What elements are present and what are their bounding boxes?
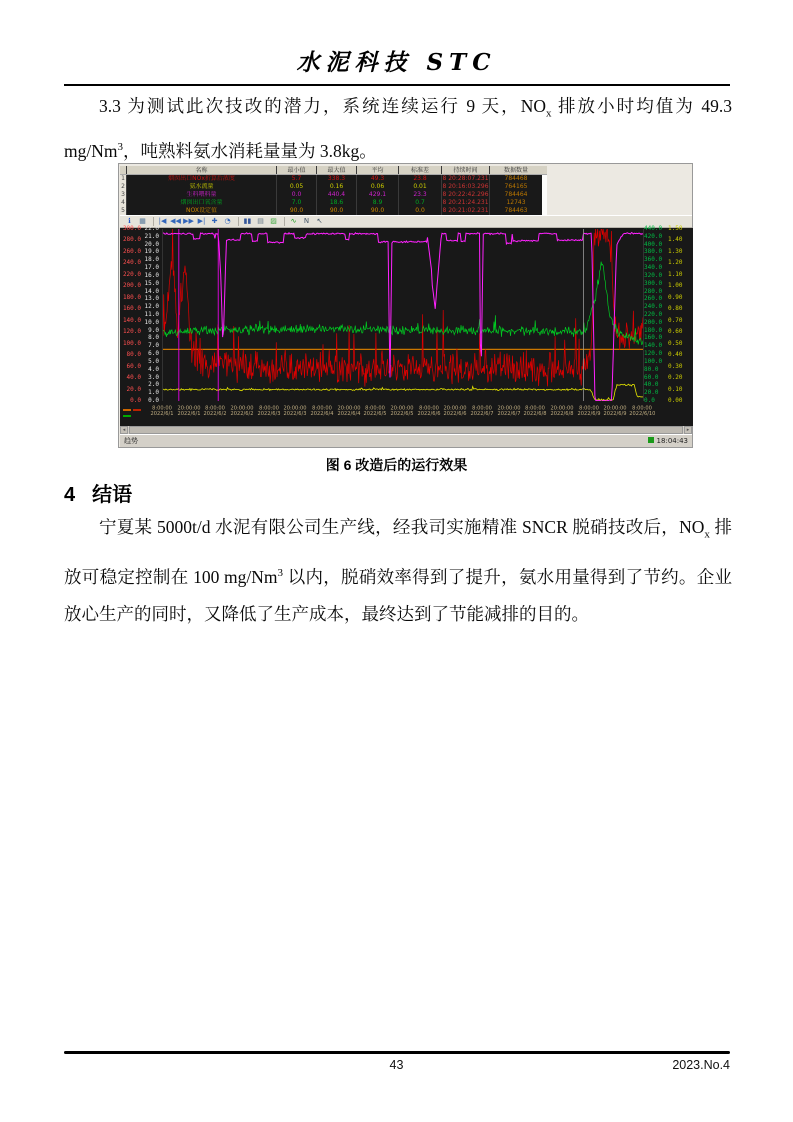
axis-tick-label: 0.30: [668, 362, 683, 370]
axis-tick-label: 80.0: [126, 351, 141, 359]
axis-tick-label: 22.0: [144, 225, 159, 232]
table-cell: 440.4: [317, 191, 357, 199]
table-header-row: [120, 166, 547, 175]
time-tick-label: 8:00:00 2022/6/9: [577, 405, 601, 417]
time-tick-label: 8:00:00 2022/6/7: [470, 405, 494, 417]
table-header-cell: 最小值: [277, 166, 317, 174]
axis-tick-label: 220.0: [644, 311, 663, 318]
table-cell: 0.16: [317, 183, 357, 191]
axis-tick-label: 340.0: [644, 264, 663, 272]
axis-tick-label: 0.50: [668, 339, 683, 347]
scrollbar-thumb[interactable]: [129, 426, 683, 434]
axis-tick-label: 300.0: [122, 225, 141, 232]
table-cell: 生料喂料量: [127, 191, 277, 199]
table-header-cell: 名称: [127, 166, 277, 174]
time-tick-label: 8:00:00 2022/6/3: [257, 405, 281, 417]
page-number: 43: [389, 1058, 404, 1072]
section-title: 结语: [92, 484, 133, 506]
axis-tick-label: 9.0: [148, 326, 159, 334]
table-cell: 8 20:16:03.296: [442, 183, 489, 190]
nox-curve: [163, 229, 643, 387]
axis-tick-label: 60.0: [126, 362, 141, 370]
trend-chart[interactable]: [120, 225, 693, 426]
axis-tick-label: 1.40: [668, 236, 683, 244]
axis-tick-label: 120.0: [122, 328, 141, 336]
step-back-icon[interactable]: ◀◀: [170, 217, 181, 225]
axis-tick-label: 0.70: [668, 316, 683, 324]
time-tick-label: 20:00:00 2022/6/6: [443, 405, 467, 417]
axis-tick-label: 0.40: [668, 351, 683, 359]
table-row[interactable]: [120, 191, 547, 199]
toolbar-separator: [284, 217, 285, 226]
axis-tick-label: 160.0: [122, 305, 141, 313]
table-cell: 7.0: [277, 199, 317, 207]
axis-tick-label: 180.0: [644, 326, 663, 334]
axis-tick-label: 280.0: [122, 236, 141, 244]
axis-tick-label: 12.0: [144, 303, 159, 311]
table-cell: 烟囱出口氧含量: [127, 199, 277, 207]
axis-tick-label: 220.0: [122, 270, 141, 278]
axis-tick-label: 400.0: [644, 240, 663, 248]
table-cell: 12743: [490, 199, 542, 207]
table-cell: 784468: [490, 175, 542, 183]
table-cell: 5: [121, 207, 125, 214]
paragraph-3-3: 3.3 为测试此次技改的潜力，系统连续运行 9 天，$NO_x$ 排放小时均值为 49.3 mg/Nm$^3$，吨熟料氨水消耗量量为 3.8kg。: [64, 96, 732, 161]
table-cell: 90.0: [317, 207, 357, 215]
snapshot-icon[interactable]: ▨: [270, 217, 277, 225]
axis-tick-label: 0.10: [668, 385, 683, 393]
table-cell: 0.7: [399, 199, 442, 207]
axis-tick-label: 21.0: [144, 232, 159, 240]
table-cell: 2: [121, 183, 125, 190]
axis-tick-label: 20.0: [126, 385, 141, 393]
pause-icon[interactable]: ▮▮: [243, 217, 252, 225]
status-time: 18:04:43: [656, 437, 688, 445]
axis-tick-label: 15.0: [144, 279, 159, 287]
table-cell: 784464: [490, 191, 542, 199]
conclusion-paragraph: 宁夏某 5000t/d 水泥有限公司生产线，经我司实施精准 SNCR 脱硝技改后，$NO_x$ 排放可稳定控制在 100 mg/Nm$^3$ 以内，脱硝效率得到了提升，氨水用量得到了节约。企业放心生产的同时，又降低了生产成本，最终达到了节能减排的目的。: [64, 517, 732, 625]
axis-tick-label: 200.0: [644, 318, 663, 326]
time-tick-label: 8:00:00 2022/6/8: [523, 405, 547, 417]
table-cell: 烟囱出口NOx折算后浓度: [127, 175, 277, 183]
axis-tick-label: 1.10: [668, 270, 683, 278]
axis-tick-label: 2.0: [148, 381, 159, 389]
axis-legend: [123, 406, 143, 418]
time-tick-label: 20:00:00 2022/6/9: [603, 405, 627, 417]
connection-status-icon: [648, 437, 654, 443]
table-header-cell: 最大值: [317, 166, 357, 174]
axis-tick-label: 140.0: [644, 342, 663, 350]
axis-tick-label: 14.0: [144, 287, 159, 295]
table-cell: 0.05: [277, 183, 317, 191]
horizontal-scrollbar[interactable]: [120, 426, 692, 434]
axis-feed-labels: [644, 225, 666, 404]
axis-tick-label: 140.0: [122, 316, 141, 324]
table-cell: 49.3: [357, 175, 399, 183]
table-cell: 338.3: [317, 175, 357, 183]
axis-tick-label: 100.0: [122, 339, 141, 347]
table-header-cell: 数据数量: [490, 166, 542, 174]
table-row[interactable]: [120, 183, 547, 191]
table-header-cell: 平均: [357, 166, 399, 174]
table-cell: 3: [121, 191, 125, 198]
table-cell: 90.0: [277, 207, 317, 215]
axis-tick-label: 0.0: [148, 397, 159, 404]
scroll-right-arrow-icon[interactable]: ▸: [684, 426, 692, 434]
section-heading: [64, 478, 132, 507]
axis-tick-label: 0.00: [668, 397, 683, 404]
section-number: 4: [64, 484, 76, 506]
axis-tick-label: 0.80: [668, 305, 683, 313]
normalize-icon[interactable]: N: [303, 217, 310, 225]
time-tick-label: 8:00:00 2022/6/2: [203, 405, 227, 417]
table-cell: 8 20:21:24.231: [442, 199, 489, 206]
trend-toolbar: [120, 215, 692, 228]
table-cell: 0.06: [357, 183, 399, 191]
axis-tick-label: 17.0: [144, 264, 159, 272]
axis-tick-label: 100.0: [644, 357, 663, 365]
table-row[interactable]: [120, 199, 547, 207]
table-cell: 0.0: [277, 191, 317, 199]
trend-icon[interactable]: ∿: [290, 217, 297, 225]
cursor-icon[interactable]: ↖: [316, 217, 323, 225]
axis-tick-label: 440.0: [644, 225, 663, 232]
axis-tick-label: 240.0: [122, 259, 141, 267]
axis-tick-label: 300.0: [644, 279, 663, 287]
status-bar: [120, 434, 692, 447]
table-cell: 23.3: [399, 191, 442, 199]
time-tick-label: 8:00:00 2022/6/5: [363, 405, 387, 417]
skip-start-icon[interactable]: |◀: [158, 217, 167, 225]
axis-tick-label: 13.0: [144, 295, 159, 303]
move-icon[interactable]: ✚: [211, 217, 218, 225]
axis-tick-label: 6.0: [148, 350, 159, 358]
axis-tick-label: 320.0: [644, 271, 663, 279]
plot-area[interactable]: [162, 229, 644, 401]
time-tick-label: 20:00:00 2022/6/1: [177, 405, 201, 417]
axis-tick-label: 19.0: [144, 248, 159, 256]
axis-tick-label: 40.0: [126, 374, 141, 382]
axis-tick-label: 0.20: [668, 374, 683, 382]
legend-swatch: [133, 409, 141, 411]
table-cell: NOX设定值: [127, 207, 277, 215]
time-tick-label: 8:00:00 2022/6/1: [150, 405, 174, 417]
figure-caption: 图 6 改造后的运行效果: [325, 457, 468, 473]
time-tick-label: 8:00:00 2022/6/4: [310, 405, 334, 417]
table-cell: 5.7: [277, 175, 317, 183]
axis-tick-label: 260.0: [122, 247, 141, 255]
axis-tick-label: 0.60: [668, 328, 683, 336]
skip-end-icon[interactable]: ▶|: [197, 217, 206, 225]
axis-tick-label: 4.0: [148, 365, 159, 373]
clock-icon[interactable]: ◔: [224, 217, 231, 225]
time-tick-label: 8:00:00 2022/6/6: [417, 405, 441, 417]
axis-tick-label: 8.0: [148, 334, 159, 342]
table-row[interactable]: [120, 207, 547, 215]
scada-window: [118, 163, 693, 448]
legend-swatch: [123, 409, 131, 411]
axis-tick-label: 1.20: [668, 259, 683, 267]
axis-tick-label: 20.0: [144, 240, 159, 248]
table-cell: 8 20:21:02.231: [442, 207, 489, 214]
table-cell: 0.01: [399, 183, 442, 191]
info-icon[interactable]: ℹ: [128, 217, 131, 225]
axis-o2-labels: [144, 225, 160, 404]
axis-tick-label: 260.0: [644, 295, 663, 303]
time-tick-label: 20:00:00 2022/6/2: [230, 405, 254, 417]
axis-tick-label: 60.0: [644, 373, 659, 381]
axis-tick-label: 1.50: [668, 225, 683, 232]
table-header-cell: 标准差: [399, 166, 442, 174]
axis-tick-label: 160.0: [644, 334, 663, 342]
header-rule: [64, 84, 730, 86]
axis-tick-label: 7.0: [148, 342, 159, 350]
axis-tick-label: 80.0: [644, 365, 659, 373]
axis-tick-label: 5.0: [148, 357, 159, 365]
trend-tab[interactable]: 趋势: [124, 437, 138, 445]
table-cell: 764165: [490, 183, 542, 191]
nh3-curve: [163, 384, 643, 400]
toolbar-separator: [238, 217, 239, 226]
table-cell: 8.9: [357, 199, 399, 207]
table-header-cell: [120, 166, 127, 174]
axis-tick-label: 0.90: [668, 293, 683, 301]
table-cell: 8 20:28:07.231: [442, 175, 489, 182]
table-cell: 784463: [490, 207, 542, 215]
axis-tick-label: 3.0: [148, 373, 159, 381]
step-forward-icon[interactable]: ▶▶: [183, 217, 194, 225]
table-cell: 23.8: [399, 175, 442, 183]
time-tick-label: 8:00:00 2022/6/10: [629, 405, 656, 417]
axis-tick-label: 1.30: [668, 247, 683, 255]
axis-tick-label: 40.0: [644, 381, 659, 389]
table-cell: 8 20:22:42.296: [442, 191, 489, 198]
print-icon[interactable]: ▤: [257, 217, 264, 225]
axis-tick-label: 360.0: [644, 256, 663, 264]
axis-tick-label: 120.0: [644, 350, 663, 358]
legend-swatch: [123, 415, 131, 417]
table-cell: 4: [121, 199, 125, 206]
grid-icon[interactable]: ▦: [139, 217, 146, 225]
axis-tick-label: 1.00: [668, 282, 683, 290]
time-tick-label: 20:00:00 2022/6/3: [283, 405, 307, 417]
table-row[interactable]: [120, 175, 547, 183]
o2-curve: [163, 262, 643, 345]
axis-tick-label: 240.0: [644, 303, 663, 311]
time-tick-label: 20:00:00 2022/6/5: [390, 405, 414, 417]
axis-tick-label: 180.0: [122, 293, 141, 301]
axis-tick-label: 420.0: [644, 232, 663, 240]
time-tick-label: 20:00:00 2022/6/4: [337, 405, 361, 417]
axis-tick-label: 0.0: [644, 397, 655, 404]
scroll-left-arrow-icon[interactable]: ◂: [120, 426, 128, 434]
axis-tick-label: 10.0: [144, 318, 159, 326]
time-tick-label: 20:00:00 2022/6/8: [550, 405, 574, 417]
table-header-cell: 持续时间: [442, 166, 490, 174]
axis-tick-label: 1.0: [148, 389, 159, 397]
axis-tick-label: 16.0: [144, 271, 159, 279]
issue-number: 2023.No.4: [672, 1058, 730, 1072]
journal-title: 水泥科技 STC: [296, 49, 497, 76]
axis-tick-label: 380.0: [644, 248, 663, 256]
axis-tick-label: 18.0: [144, 256, 159, 264]
table-cell: 429.1: [357, 191, 399, 199]
axis-tick-label: 200.0: [122, 282, 141, 290]
table-cell: 90.0: [357, 207, 399, 215]
time-axis: [150, 404, 656, 425]
table-cell: 0.0: [399, 207, 442, 215]
time-tick-label: 20:00:00 2022/6/7: [497, 405, 521, 417]
axis-nox-labels: [120, 225, 142, 404]
footer-rule: [64, 1051, 730, 1054]
statistics-table: [120, 166, 547, 215]
table-cell: 1: [121, 175, 125, 182]
axis-tick-label: 20.0: [644, 389, 659, 397]
table-cell: 18.6: [317, 199, 357, 207]
axis-tick-label: 11.0: [144, 311, 159, 318]
axis-nh3-labels: [668, 225, 692, 404]
axis-tick-label: 280.0: [644, 287, 663, 295]
axis-tick-label: 0.0: [130, 397, 141, 404]
table-cell: 氨水流量: [127, 183, 277, 191]
